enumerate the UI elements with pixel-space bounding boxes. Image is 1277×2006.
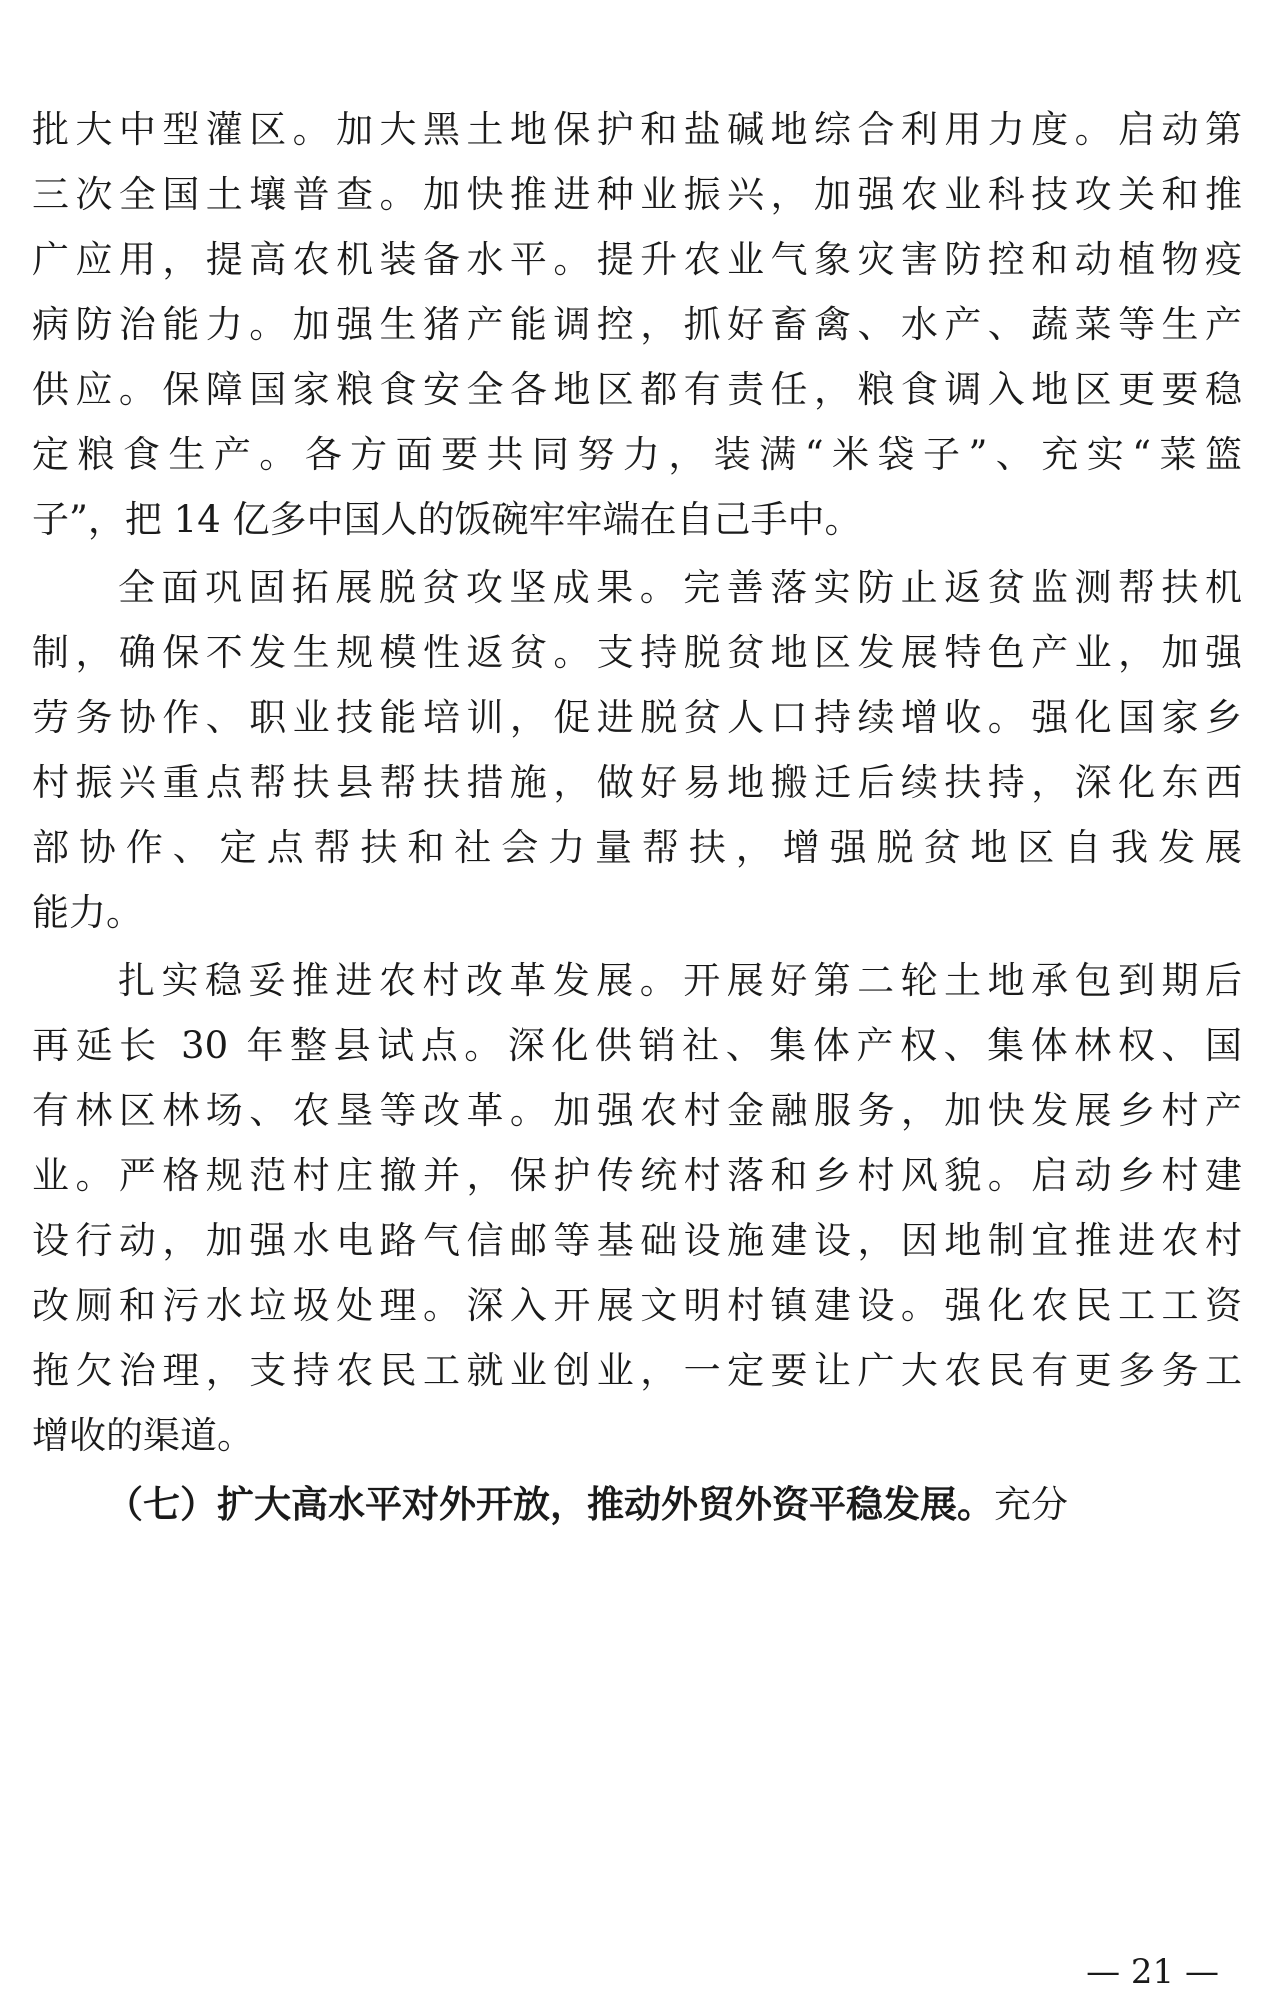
text-line: 再延长 30 年整县试点。深化供销社、集体产权、集体林权、国 — [32, 1024, 1242, 1067]
text-line: 扎实稳妥推进农村改革发展。开展好第二轮土地承包到期后 — [118, 959, 1242, 1002]
text-line: 劳务协作、职业技能培训，促进脱贫人口持续增收。强化国家乡 — [32, 696, 1242, 739]
text-line: 供应。保障国家粮食安全各地区都有责任，粮食调入地区更要稳 — [32, 368, 1242, 411]
text-line: 全面巩固拓展脱贫攻坚成果。完善落实防止返贫监测帮扶机 — [118, 566, 1242, 609]
text-line: 批大中型灌区。加大黑土地保护和盐碱地综合利用力度。启动第 — [32, 108, 1242, 151]
text-line: 定粮食生产。各方面要共同努力，装满“米袋子”、充实“菜篮 — [32, 433, 1242, 476]
text-line: 广应用，提高农机装备水平。提升农业气象灾害防控和动植物疫 — [32, 238, 1242, 281]
text-fragment: 充分 — [994, 1483, 1068, 1526]
text-line: 制，确保不发生规模性返贫。支持脱贫地区发展特色产业，加强 — [32, 631, 1242, 674]
text-line: 有林区林场、农垦等改革。加强农村金融服务，加快发展乡村产 — [32, 1089, 1242, 1132]
text-line: 病防治能力。加强生猪产能调控，抓好畜禽、水产、蔬菜等生产 — [32, 303, 1242, 346]
text-line: 设行动，加强水电路气信邮等基础设施建设，因地制宜推进农村 — [32, 1219, 1242, 1262]
section-heading: （七）扩大高水平对外开放，推动外贸外资平稳发展。 — [106, 1482, 994, 1526]
page-number: — 21 — — [1086, 1952, 1219, 1992]
text-line: 改厕和污水垃圾处理。深入开展文明村镇建设。强化农民工工资 — [32, 1284, 1242, 1327]
text-line: 增收的渠道。 — [32, 1414, 254, 1457]
section-heading-line — [106, 1474, 1242, 1534]
text-line: 业。严格规范村庄撤并，保护传统村落和乡村风貌。启动乡村建 — [32, 1154, 1242, 1197]
text-line: 村振兴重点帮扶县帮扶措施，做好易地搬迁后续扶持，深化东西 — [32, 761, 1242, 804]
text-line: 三次全国土壤普查。加快推进种业振兴，加强农业科技攻关和推 — [32, 173, 1242, 216]
text-line: 部协作、定点帮扶和社会力量帮扶，增强脱贫地区自我发展 — [32, 826, 1242, 869]
text-line: 能力。 — [32, 891, 143, 934]
text-line: 子”，把 14 亿多中国人的饭碗牢牢端在自己手中。 — [32, 498, 862, 541]
text-line: 拖欠治理，支持农民工就业创业，一定要让广大农民有更多务工 — [32, 1349, 1242, 1392]
